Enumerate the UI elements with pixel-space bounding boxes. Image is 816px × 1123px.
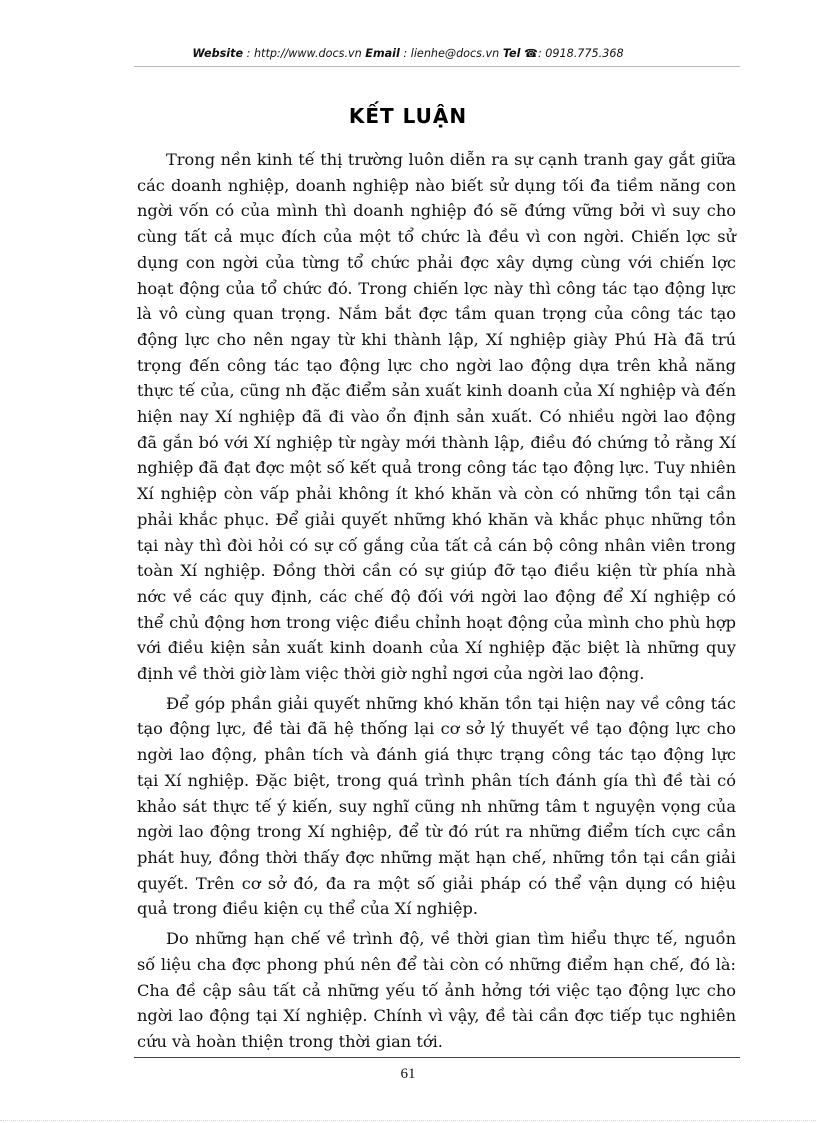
- phone-icon: ☎: [524, 47, 538, 60]
- page-bottom-border: [0, 1120, 816, 1121]
- paragraph: Để góp phần giải quyết những khó khăn tồn tại hiện nay về công tác tạo động lực, đề tài đã hệ thống lại cơ sở lý thuyết về tạo động lực cho ngời lao động, phân tích và đánh giá thực trạng công tác tạo động lực tại Xí nghiệp. Đặc biệt, trong quá trình phân tích đánh gía thì đề tài có khảo sát thực tế ý kiến, suy nghĩ cũng nh những tâm t nguyện vọng của ngời lao động trong Xí nghiệp, để từ đó rút ra những điểm tích cực cần phát huy, đồng thời thấy đợc những mặt hạn chế, những tồn tại cần giải quyết. Trên cơ sở đó, đa ra một số giải pháp có thể vận dụng có hiệu quả trong điều kiện cụ thể của Xí nghiệp.: [137, 693, 736, 919]
- body-text: [137, 147, 736, 1059]
- page-title: KẾT LUẬN: [348, 104, 468, 128]
- website-value: : http://www.docs.vn: [246, 47, 362, 60]
- email-value: : lienhe@docs.vn: [403, 47, 500, 60]
- paragraph: Trong nền kinh tế thị trường luôn diễn ra sự cạnh tranh gay gắt giữa các doanh nghiệp, doanh nghiệp nào biết sử dụng tối đa tiềm năng con ngời vốn có của mình thì doanh nghiệp đó sẽ đứng vững bởi vì suy cho cùng tất cả mục đích của một tổ chức là đều vì con ngời. Chiến lợc sử dụng con ngời của từng tổ chức phải đợc xây dựng cùng với chiến lợc hoạt động của tổ chức đó. Trong chiến lợc này thì công tác tạo động lực là vô cùng quan trọng. Nắm bắt đợc tầm quan trọng của công tác tạo động lực cho nên ngay từ khi thành lập, Xí nghiệp giày Phú Hà đã trú trọng đến công tác tạo động lực cho ngời lao động dựa trên khả năng thực tế của, cũng nh đặc điểm sản xuất kinh doanh của Xí nghiệp và đến hiện nay Xí nghiệp đã đi vào ổn định sản xuất. Có nhiều ngời lao động đã gắn bó với Xí nghiệp từ ngày mới thành lập, điều đó chứng tỏ rằng Xí nghiệp đã đạt đợc một số kết quả trong công tác tạo động lực. Tuy nhiên Xí nghiệp còn vấp phải không ít khó khăn và còn có những tồn tại cần phải khắc phục. Để giải quyết những khó khăn và khắc phục những tồn tại này thì đòi hỏi có sự cố gắng của tất cả cán bộ công nhân viên trong toàn Xí nghiệp. Đồng thời cần có sự giúp đỡ tạo điều kiện từ phía nhà nớc về các quy định, các chế độ đối với ngời lao động để Xí nghiệp có thể chủ động hơn trong việc điều chỉnh hoạt động của mình cho phù hợp với điều kiện sản xuất kinh doanh của Xí nghiệp đặc biệt là những quy định về thời giờ làm việc thời giờ nghỉ ngơi của ngời lao động.: [137, 150, 736, 684]
- page-number: 61: [400, 1066, 416, 1082]
- tel-label: Tel: [502, 47, 521, 60]
- footer-divider: [134, 1057, 740, 1058]
- paragraph: Do những hạn chế về trình độ, về thời gian tìm hiểu thực tế, nguồn số liệu cha đợc phong phú nên để tài còn có những điểm hạn chế, đó là: Cha đề cập sâu tất cả những yếu tố ảnh hởng tới việc tạo động lực cho ngời lao động tại Xí nghiệp. Chính vì vậy, đề tài cần đợc tiếp tục nghiên cứu và hoàn thiện trong thời gian tới.: [137, 929, 736, 1051]
- page-header: [0, 47, 816, 60]
- tel-value: : 0918.775.368: [537, 47, 624, 60]
- email-label: Email: [365, 47, 400, 60]
- website-label: Website: [192, 47, 244, 60]
- header-divider: [134, 66, 740, 67]
